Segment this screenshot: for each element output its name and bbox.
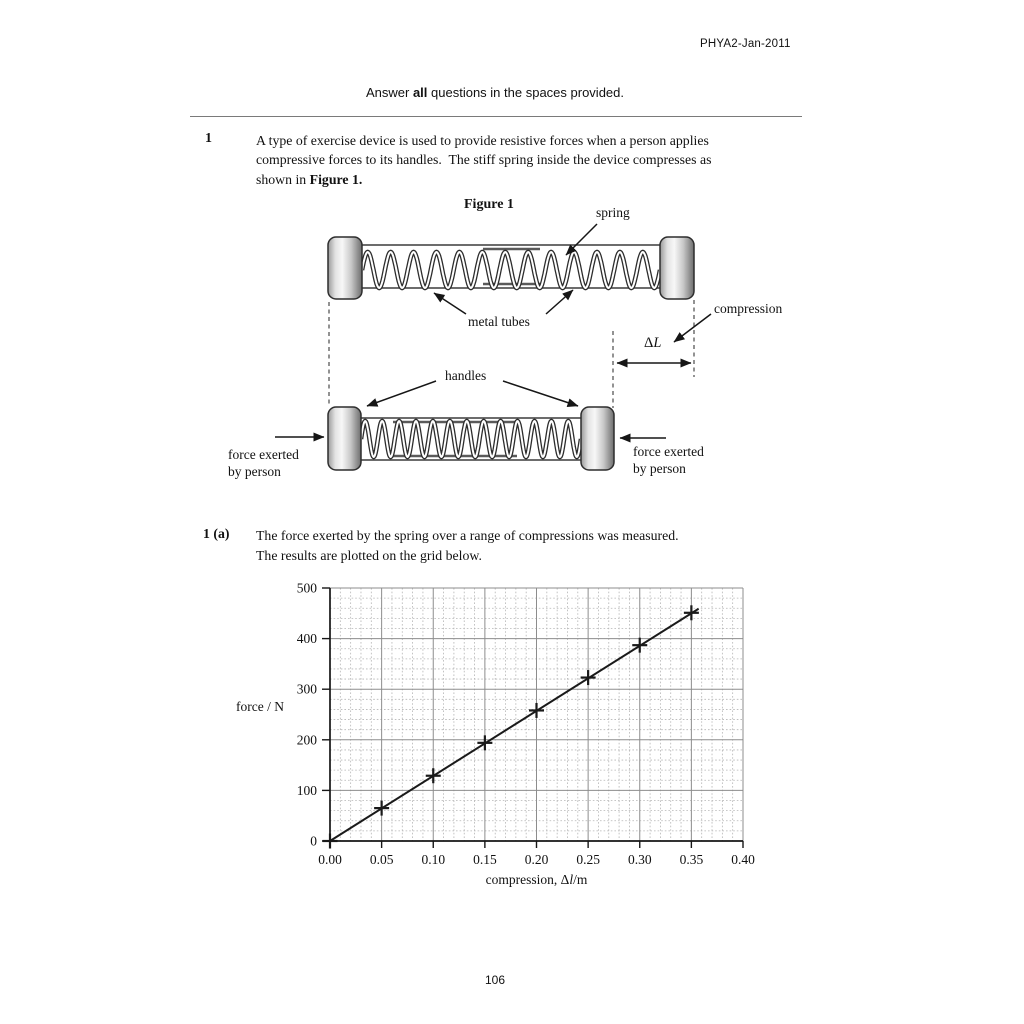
horizontal-divider [190, 116, 802, 117]
question-text [256, 131, 761, 189]
handles-left-arrow [367, 381, 436, 406]
handle-left-bottom [328, 407, 361, 470]
device-uncompressed [328, 237, 694, 299]
x-tick-label: 0.35 [679, 852, 704, 867]
x-tick-label: 0.30 [627, 852, 652, 867]
force-compression-graph [230, 578, 770, 884]
force-exerted-right-label: force exerted by person [633, 444, 704, 476]
metal-tubes-label: metal tubes [468, 314, 530, 329]
y-tick-label: 500 [296, 580, 317, 596]
device-compressed [328, 407, 614, 470]
handle-right-bottom [581, 407, 614, 470]
x-tick-label: 0.40 [731, 852, 755, 867]
y-tick-label: 100 [296, 782, 317, 798]
spring-device-figure [180, 190, 860, 490]
y-tick-label: 300 [296, 681, 317, 697]
x-tick-label: 0.15 [473, 852, 497, 867]
handles-right-arrow [503, 381, 578, 406]
y-tick-label: 0 [310, 833, 317, 849]
page-number: 106 [484, 973, 506, 987]
part-a-text [256, 526, 761, 565]
part-a-number: 1 (a) [203, 526, 230, 541]
x-tick-label: 0.20 [524, 852, 549, 867]
question-number: 1 [205, 131, 212, 146]
handle-left-top [328, 237, 362, 299]
metal-tubes-right-arrow [546, 290, 573, 314]
x-tick-label: 0.05 [369, 852, 394, 867]
spring-pointer-arrow [566, 224, 597, 255]
best-fit-line [330, 609, 699, 841]
question-text-line: compressive forces to its handles. The stiff spring inside the device compresses as [256, 152, 712, 168]
question-text-line: A type of exercise device is used to provide resistive forces when a person applies [256, 133, 709, 148]
y-tick-label: 400 [296, 631, 317, 647]
part-a-text-line: The force exerted by the spring over a range of compressions was measured. [256, 528, 679, 543]
delta-l-label: ΔL [644, 335, 662, 351]
instruction-post: questions in the spaces provided. [427, 85, 624, 100]
handle-right-top [660, 237, 694, 299]
spring-label: spring [596, 205, 630, 220]
x-tick-label: 0.25 [576, 852, 600, 867]
force-exerted-left-label: force exerted by person [228, 447, 299, 479]
instruction-line [185, 85, 805, 100]
x-tick-label: 0.10 [421, 852, 446, 867]
compression-label: compression [714, 301, 783, 316]
metal-tubes-left-arrow [434, 293, 466, 314]
instruction-pre: Answer [365, 85, 413, 100]
figure-title: Figure 1 [464, 197, 514, 212]
x-tick-label: 0.00 [318, 852, 342, 867]
figure-reference: Figure 1. [309, 171, 363, 187]
y-axis-title: force / N [236, 699, 284, 714]
paper-reference: PHYA2-Jan-2011 [700, 38, 791, 50]
compression-pointer-arrow [674, 314, 711, 342]
handles-label: handles [445, 368, 487, 383]
instruction-bold: all [412, 85, 428, 100]
question-text-line: shown in Figure 1. [256, 171, 363, 187]
y-tick-label: 200 [296, 732, 317, 748]
part-a-text-line: The results are plotted on the grid below. [256, 547, 482, 563]
x-axis-title: compression, Δl/m [485, 872, 588, 887]
